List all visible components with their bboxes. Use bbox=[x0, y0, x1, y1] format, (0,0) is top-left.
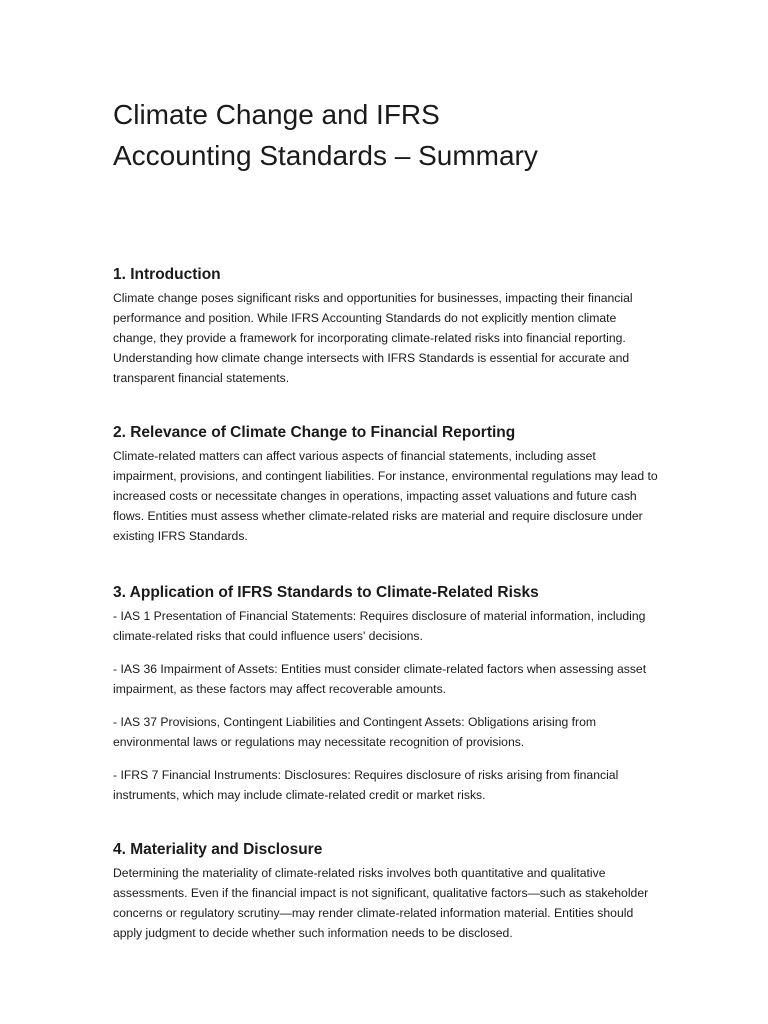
document-page bbox=[113, 94, 658, 943]
section-paragraph: Determining the materiality of climate-related risks involves both quantitative and qualitative assessments. Even if the financial impact is not significant, qualitative factors—such as stakeholder concerns or regulatory scrutiny—may render climate-related information material. Entities should apply judgment to decide whether such information needs to be disclosed. bbox=[113, 866, 649, 940]
section-paragraph: Climate-related matters can affect various aspects of financial statements, including asset impairment, provisions, and contingent liabilities. For instance, environmental regulations may lead to increased costs or necessitate changes in operations, impacting asset valuations and future cash flows. Entities must assess whether climate-related risks are material and require disclosure under existing IFRS Standards. bbox=[113, 449, 658, 543]
list-item: - IAS 1 Presentation of Financial Statements: Requires disclosure of material information, including climate-related risks that could influence users' decisions. bbox=[113, 609, 646, 643]
section-paragraph: Climate change poses significant risks and opportunities for businesses, impacting their financial performance and position. While IFRS Accounting Standards do not explicitly mention climate change, they provide a framework for incorporating climate-related risks into financial reporting. Understanding how climate change intersects with IFRS Standards is essential for accurate and transparent financial statements. bbox=[113, 291, 633, 385]
document-title-line-1: Climate Change and IFRS bbox=[113, 99, 440, 130]
section-materiality bbox=[113, 840, 658, 943]
section-application bbox=[113, 583, 658, 805]
section-introduction bbox=[113, 265, 658, 388]
document-title-line-2: Accounting Standards – Summary bbox=[113, 140, 538, 171]
list-item: - IAS 37 Provisions, Contingent Liabilities and Contingent Assets: Obligations arising from environmental laws or regulations may necessitate recognition of provisions. bbox=[113, 715, 597, 749]
list-item: - IAS 36 Impairment of Assets: Entities must consider climate-related factors when assessing asset impairment, as these factors may affect recoverable amounts. bbox=[113, 662, 647, 696]
section-relevance bbox=[113, 423, 658, 546]
document-title bbox=[113, 94, 658, 176]
list-item: - IFRS 7 Financial Instruments: Disclosures: Requires disclosure of risks arising from financial instruments, which may include climate-related credit or market risks. bbox=[113, 768, 619, 802]
section-heading: 1. Introduction bbox=[113, 266, 221, 283]
section-heading: 4. Materiality and Disclosure bbox=[113, 841, 323, 858]
section-heading: 2. Relevance of Climate Change to Financial Reporting bbox=[113, 424, 516, 441]
section-heading: 3. Application of IFRS Standards to Climate-Related Risks bbox=[113, 584, 539, 601]
